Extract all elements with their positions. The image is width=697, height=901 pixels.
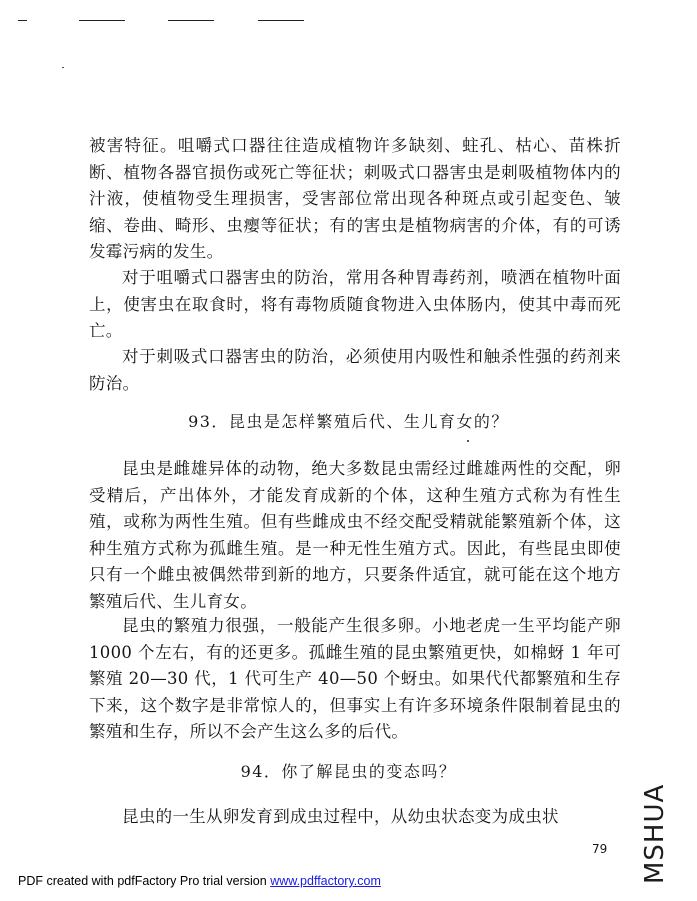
body-paragraph-3: 对于刺吸式口器害虫的防治，必须使用内吸性和触杀性强的药剂来防治。 — [89, 347, 621, 393]
body-paragraph-4: 昆虫是雌雄异体的动物，绝大多数昆虫需经过雌雄两性的交配，卵受精后，产出体外，才能发育成新的个体，这种生殖方式称为有性生殖，或称为两性生殖。但有些雌成虫不经交配受精就能繁殖新个体，这种生殖方式称为孤雌生殖。是一种无性生殖方式。因此，有些昆虫即使只有一个雌虫被偶然带到新的地方，只要条件适宜，就可能在这个地方繁殖后代、生儿育女。 — [89, 459, 621, 611]
footer-link[interactable]: www.pdffactory.com — [270, 874, 381, 888]
section-heading-93: 93．昆虫是怎样繁殖后代、生儿育女的？ — [188, 412, 509, 431]
page-number: 79 — [592, 842, 608, 856]
body-paragraph-5: 昆虫的繁殖力很强，一般能产生很多卵。小地老虎一生平均能产卵 1000 个左右，有的还更多。孤雌生殖的昆虫繁殖更快，如棉蚜 1 年可繁殖 20—30 代，1 代可生产 40—50 个蚜虫。如果代代都繁殖和生存下来，这个数字是非常惊人的，但事实上有许多环境条件限制着昆虫的繁殖和生存，所以不会产生这么多的后代。 — [89, 616, 621, 741]
watermark-text: MSHUA — [640, 783, 670, 884]
body-paragraph-6: 昆虫的一生从卵发育到成虫过程中，从幼虫状态变为成虫状 — [122, 807, 559, 826]
pdf-footer — [18, 874, 381, 888]
body-paragraph-2: 对于咀嚼式口器害虫的防治，常用各种胃毒药剂，喷洒在植物叶面上，使害虫在取食时，将有毒物质随食物进入虫体肠内，使其中毒而死亡。 — [89, 268, 621, 340]
section-heading-94: 94．你了解昆虫的变态吗？ — [240, 762, 457, 781]
scan-speck — [62, 67, 64, 68]
scan-mark-3 — [168, 20, 214, 21]
scan-mark-2 — [79, 20, 125, 21]
scan-mark-1 — [18, 20, 27, 21]
footer-text: PDF created with pdfFactory Pro trial version — [18, 874, 267, 888]
scan-mark-4 — [258, 20, 304, 21]
scan-speck — [467, 440, 469, 442]
body-paragraph-1: 被害特征。咀嚼式口器往往造成植物许多缺刻、蛀孔、枯心、苗株折断、植物各器官损伤或死亡等征状；刺吸式口器害虫是刺吸植物体内的汁液，使植物受生理损害，受害部位常出现各种斑点或引起变色、皱缩、卷曲、畸形、虫瘿等征状；有的害虫是植物病害的介体，有的可诱发霉污病的发生。 — [89, 136, 621, 261]
